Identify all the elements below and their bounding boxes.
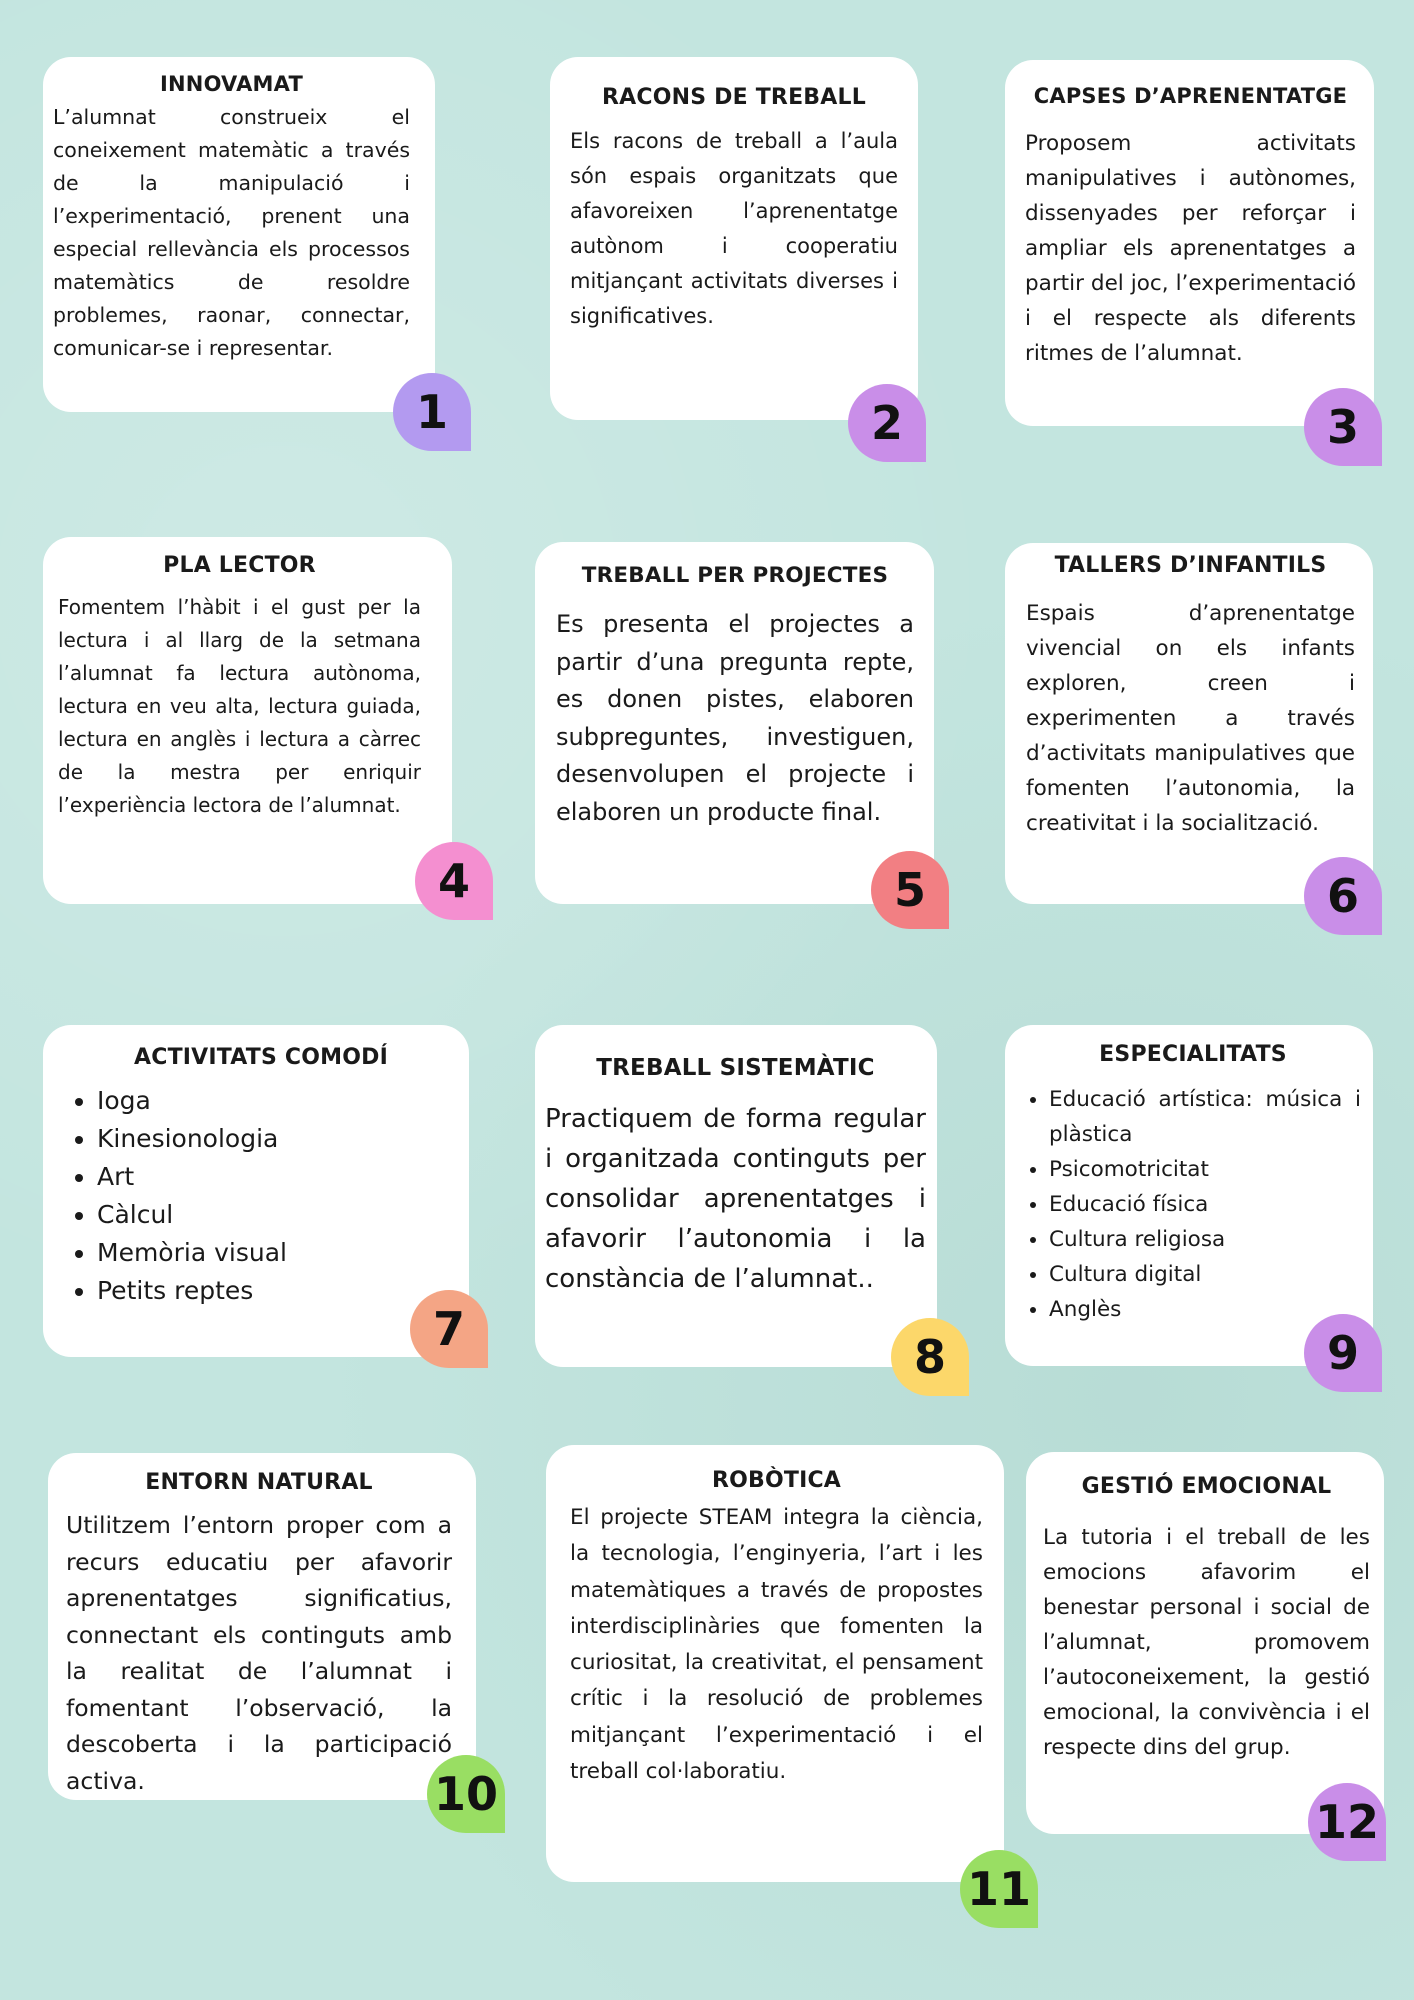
card-title: RACONS DE TREBALL xyxy=(602,85,866,110)
card-innovamat xyxy=(43,57,435,412)
card-especialitats xyxy=(1005,1025,1373,1366)
card-activitats-comodi xyxy=(43,1025,469,1357)
list-item: • Cultura religiosa xyxy=(1049,1222,1361,1257)
list-item: • Educació artística: música i plàstica xyxy=(1049,1082,1361,1152)
card-text: Utilitzem l’entorn proper com a recurs educatiu per afavorir aprenentatges significatius, connectant els continguts amb la realitat de l’alumnat i fomentant l’observació, la descoberta i la participació activa. xyxy=(66,1511,452,1795)
card-title: CAPSES D’APRENENTATGE xyxy=(1033,84,1348,108)
card-text: El projecte STEAM integra la ciència, la tecnologia, l’enginyeria, l’art i les matemàtiques a través de propostes interdisciplinàries que fomenten la curiositat, la creativitat, el pensament crític i la resolució de problemes mitjançant l’experimentació i el treball col·laboratiu. xyxy=(570,1505,983,1785)
list-item: • Art xyxy=(97,1158,449,1196)
card-tallers-infantils xyxy=(1005,543,1373,904)
badge-number: 10 xyxy=(427,1755,505,1833)
badge-number: 11 xyxy=(960,1850,1038,1928)
badge-number: 7 xyxy=(410,1290,488,1368)
card-title: TALLERS D’INFANTILS xyxy=(1054,553,1327,578)
activity-list xyxy=(73,1082,449,1310)
card-title: ACTIVITATS COMODÍ xyxy=(134,1045,388,1070)
badge-number: 12 xyxy=(1308,1783,1386,1861)
card-treball-per-projectes xyxy=(535,542,934,904)
card-treball-sistematic xyxy=(535,1025,937,1367)
badge-number: 3 xyxy=(1304,388,1382,466)
card-text: Fomentem l’hàbit i el gust per la lectura i al llarg de la setmana l’alumnat fa lectura autònoma, lectura en veu alta, lectura guiada, lectura en anglès i lectura a càrrec de la mestra per enriquir l’experiència lectora de l’alumnat. xyxy=(58,595,421,817)
badge-number: 2 xyxy=(848,384,926,462)
card-text: La tutoria i el treball de les emocions afavorim el benestar personal i social de l’alumnat, promovem l’autoconeixement, la gestió emocional, la convivència i el respecte dins del grup. xyxy=(1043,1525,1370,1760)
card-entorn-natural xyxy=(48,1453,476,1800)
card-text: Espais d’aprenentatge vivencial on els infants exploren, creen i experimenten a través d’activitats manipulatives que fomenten l’autonomia, la creativitat i la socialització. xyxy=(1026,601,1355,836)
list-item: • Ioga xyxy=(97,1082,449,1120)
badge-number: 1 xyxy=(393,373,471,451)
card-title: TREBALL PER PROJECTES xyxy=(581,563,889,588)
card-capses-aprenentatge xyxy=(1005,60,1374,426)
list-item: • Memòria visual xyxy=(97,1234,449,1272)
card-robotica xyxy=(546,1445,1004,1882)
badge-number: 8 xyxy=(891,1318,969,1396)
card-title: GESTIÓ EMOCIONAL xyxy=(1081,1474,1332,1499)
card-gestio-emocional xyxy=(1026,1452,1384,1834)
badge-number: 6 xyxy=(1304,857,1382,935)
card-text: Practiquem de forma regular i organitzada continguts per consolidar aprenentatges i afavorir l’autonomia i la constància de l’alumnat.. xyxy=(545,1104,926,1294)
card-text: Es presenta el projectes a partir d’una pregunta repte, es donen pistes, elaboren subpreguntes, investiguen, desenvolupen el projecte i elaboren un producte final. xyxy=(556,610,914,826)
card-pla-lector xyxy=(43,537,452,904)
list-item: • Educació física xyxy=(1049,1187,1361,1222)
badge-number: 4 xyxy=(415,842,493,920)
card-title: ENTORN NATURAL xyxy=(145,1470,373,1495)
card-text: Els racons de treball a l’aula són espais organitzats que afavoreixen l’aprenentatge autònom i cooperatiu mitjançant activitats diverses i significatives. xyxy=(570,129,898,328)
card-title: TREBALL SISTEMÀTIC xyxy=(596,1055,875,1081)
list-item: • Anglès xyxy=(1049,1292,1361,1327)
list-item: • Petits reptes xyxy=(97,1272,449,1310)
list-item: • Psicomotricitat xyxy=(1049,1152,1361,1187)
badge-number: 9 xyxy=(1304,1314,1382,1392)
card-title: ESPECIALITATS xyxy=(1099,1042,1287,1067)
badge-number: 5 xyxy=(871,851,949,929)
card-title: INNOVAMAT xyxy=(160,72,303,96)
card-title: PLA LECTOR xyxy=(163,553,316,578)
card-text: Proposem activitats manipulatives i autònomes, dissenyades per reforçar i ampliar els aprenentatges a partir del joc, l’experimentació i el respecte als diferents ritmes de l’alumnat. xyxy=(1025,131,1356,366)
list-item: • Kinesionologia xyxy=(97,1120,449,1158)
list-item: • Cultura digital xyxy=(1049,1257,1361,1292)
specialty-list xyxy=(1025,1082,1361,1327)
card-text: L’alumnat construeix el coneixement matemàtic a través de la manipulació i l’experimentació, prenent una especial rellevància els processos matemàtics de resoldre problemes, raonar, connectar, comunicar-se i representar. xyxy=(53,105,410,360)
list-item: • Càlcul xyxy=(97,1196,449,1234)
card-title: ROBÒTICA xyxy=(711,1468,842,1493)
card-racons-de-treball xyxy=(550,57,918,420)
